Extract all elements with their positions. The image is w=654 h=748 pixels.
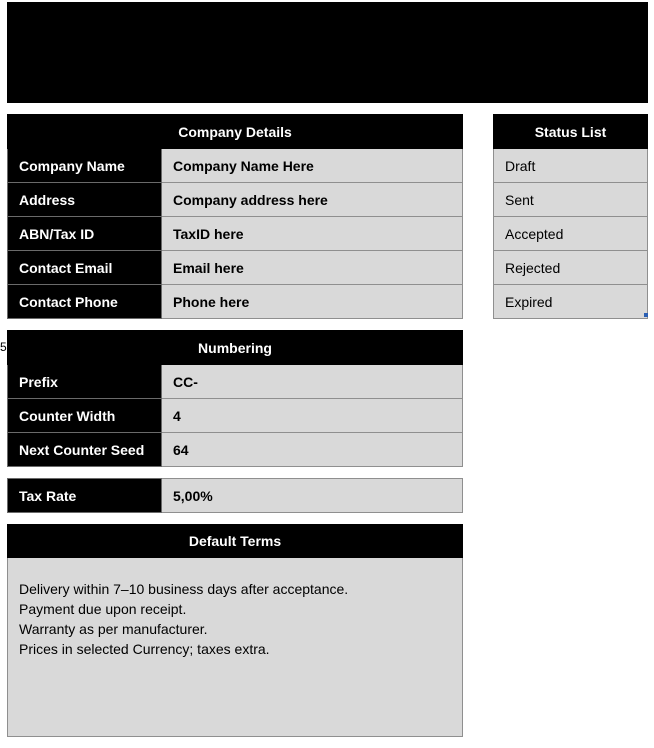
counter-width-value[interactable]: 4 <box>162 399 463 433</box>
tax-rate-value[interactable]: 5,00% <box>162 479 463 513</box>
table-row <box>8 285 463 319</box>
table-row <box>8 217 463 251</box>
status-item-rejected[interactable]: Rejected <box>494 251 648 285</box>
counter-width-label: Counter Width <box>8 399 162 433</box>
terms-line: Delivery within 7–10 business days after acceptance. <box>19 581 349 597</box>
table-row <box>8 365 463 399</box>
tax-rate-table <box>7 478 463 513</box>
tax-id-label: ABN/Tax ID <box>8 217 162 251</box>
contact-email-label: Contact Email <box>8 251 162 285</box>
company-name-label: Company Name <box>8 149 162 183</box>
status-item-expired[interactable]: Expired <box>494 285 648 319</box>
table-row <box>8 149 463 183</box>
company-details-header: Company Details <box>8 115 463 149</box>
company-name-value[interactable]: Company Name Here <box>162 149 463 183</box>
fill-handle[interactable] <box>644 313 648 317</box>
default-terms-header: Default Terms <box>7 524 463 558</box>
table-row <box>8 479 463 513</box>
address-value[interactable]: Company address here <box>162 183 463 217</box>
status-item-sent[interactable]: Sent <box>494 183 648 217</box>
status-list-table <box>493 114 648 319</box>
tax-rate-label: Tax Rate <box>8 479 162 513</box>
terms-line: Payment due upon receipt. <box>19 601 187 617</box>
prefix-label: Prefix <box>8 365 162 399</box>
table-row <box>8 183 463 217</box>
next-counter-seed-label: Next Counter Seed <box>8 433 162 467</box>
prefix-value[interactable]: CC- <box>162 365 463 399</box>
numbering-table <box>7 330 463 467</box>
address-label: Address <box>8 183 162 217</box>
table-row <box>8 399 463 433</box>
company-details-table <box>7 114 463 319</box>
contact-phone-label: Contact Phone <box>8 285 162 319</box>
numbering-header: Numbering <box>8 331 463 365</box>
table-row <box>8 251 463 285</box>
row-marker: 5 <box>0 340 7 354</box>
table-row <box>8 433 463 467</box>
terms-line: Warranty as per manufacturer. <box>19 621 208 637</box>
tax-id-value[interactable]: TaxID here <box>162 217 463 251</box>
default-terms-body[interactable] <box>7 558 463 737</box>
header-banner <box>7 2 648 103</box>
contact-phone-value[interactable]: Phone here <box>162 285 463 319</box>
status-list-header: Status List <box>494 115 648 149</box>
status-item-draft[interactable]: Draft <box>494 149 648 183</box>
next-counter-seed-value[interactable]: 64 <box>162 433 463 467</box>
contact-email-value[interactable]: Email here <box>162 251 463 285</box>
status-item-accepted[interactable]: Accepted <box>494 217 648 251</box>
terms-line: Prices in selected Currency; taxes extra. <box>19 641 270 657</box>
